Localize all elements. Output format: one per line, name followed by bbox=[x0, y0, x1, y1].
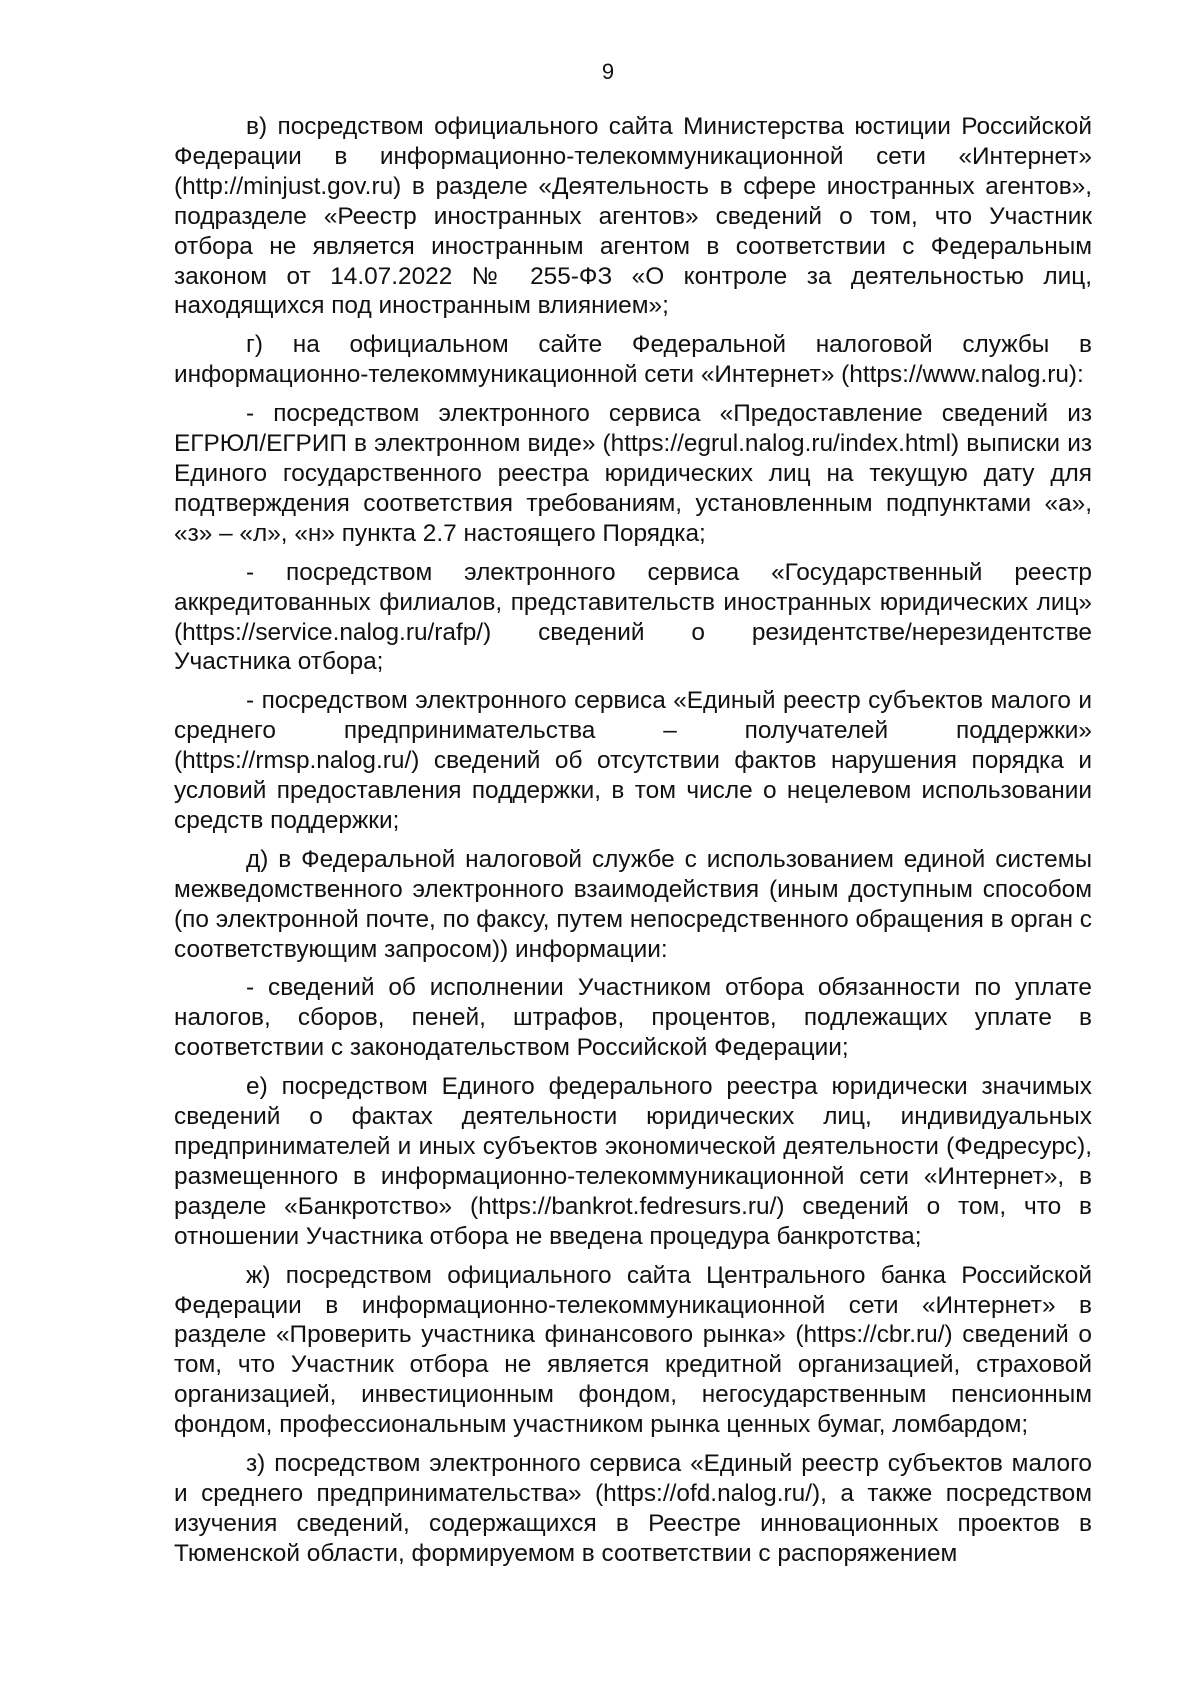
page-number: 9 bbox=[601, 59, 615, 84]
paragraph-rafp-service: - посредством электронного сервиса «Государственный реестр аккредитованных филиалов, представительств иностранных юридических лиц» (https://service.nalog.ru/rafp/) сведений о резидентстве/нерезидентстве Участника отбора; bbox=[174, 558, 1092, 676]
document-body bbox=[174, 112, 1092, 1578]
paragraph-rmsp-service: - посредством электронного сервиса «Единый реестр субъектов малого и среднего предпринимательства – получателей поддержки» (https://rmsp.nalog.ru/) сведений об отсутствии фактов нарушения порядка и условий предоставления поддержки, в том числе о нецелевом использовании средств поддержки; bbox=[174, 687, 1092, 834]
paragraph-z-ofd: з) посредством электронного сервиса «Единый реестр субъектов малого и среднего предпринимательства» (https://ofd.nalog.ru/), а также посредством изучения сведений, содержащихся в Реестре инновационных проектов в Тюменской области, формируемом в соответствии с распоряжением bbox=[174, 1450, 1092, 1567]
paragraph-egrul-service: - посредством электронного сервиса «Предоставление сведений из ЕГРЮЛ/ЕГРИП в электронном виде» (https://egrul.nalog.ru/index.html) выписки из Единого государственного реестра юридических лиц на текущую дату для подтверждения соответствия требованиям, установленным подпунктами «а», «з» – «л», «н» пункта 2.7 настоящего Порядка; bbox=[174, 400, 1092, 547]
paragraph-zh-cbr: ж) посредством официального сайта Центрального банка Российской Федерации в информационно-телекоммуникационной сети «Интернет» в разделе «Проверить участника финансового рынка» (https://cbr.ru/) сведений о том, что Участник отбора не является кредитной организацией, страховой организацией, инвестиционным фондом, негосударственным пенсионным фондом, профессиональным участником рынка ценных бумаг, ломбардом; bbox=[174, 1261, 1092, 1439]
paragraph-g-nalog: г) на официальном сайте Федеральной налоговой службы в информационно-телекоммуникационной сети «Интернет» (https://www.nalog.ru): bbox=[174, 331, 1092, 389]
paragraph-e-fedresurs: е) посредством Единого федерального реестра юридически значимых сведений о фактах деятельности юридических лиц, индивидуальных предпринимателей и иных субъектов экономической деятельности (Федресурс), размещенного в информационно-телекоммуникационной сети «Интернет», в разделе «Банкротство» (https://bankrot.fedresurs.ru/) сведений о том, что в отношении Участника отбора не введена процедура банкротства; bbox=[174, 1073, 1092, 1250]
paragraph-tax-obligations: - сведений об исполнении Участником отбора обязанности по уплате налогов, сборов, пеней, штрафов, процентов, подлежащих уплате в соответствии с законодательством Российской Федерации; bbox=[174, 974, 1092, 1062]
paragraph-d-fns: д) в Федеральной налоговой службе с использованием единой системы межведомственного электронного взаимодействия (иным доступным способом (по электронной почте, по факсу, путем непосредственного обращения в орган с соответствующим запросом)) информации: bbox=[174, 845, 1092, 963]
paragraph-v-minjust: в) посредством официального сайта Министерства юстиции Российской Федерации в информационно-телекоммуникационной сети «Интернет» (http://minjust.gov.ru) в разделе «Деятельность в сфере иностранных агентов», подразделе «Реестр иностранных агентов» сведений о том, что Участник отбора не является иностранным агентом в соответствии с Федеральным законом от 14.07.2022 № 255-ФЗ «О контроле за деятельностью лиц, находящихся под иностранным влиянием»; bbox=[174, 113, 1092, 320]
